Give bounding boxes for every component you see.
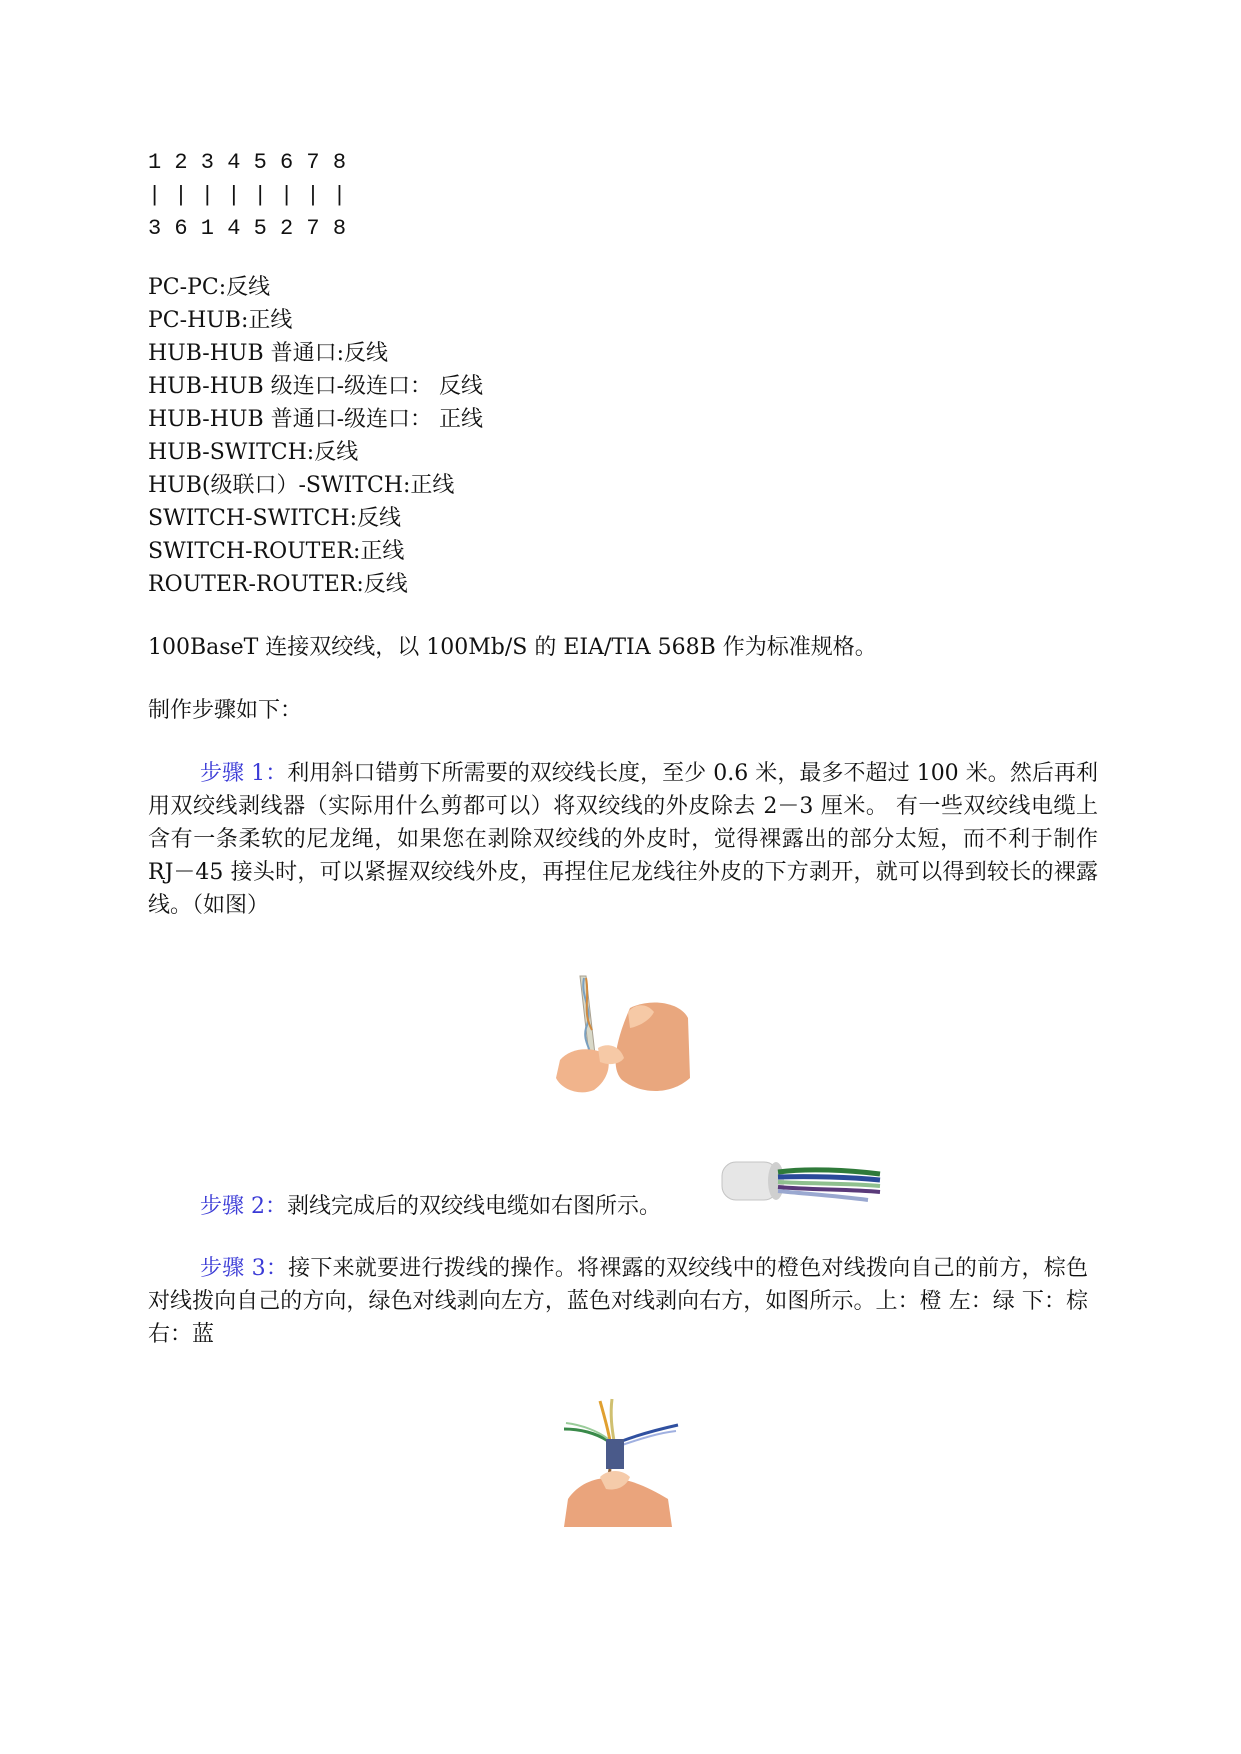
document-body	[148, 146, 1098, 922]
connection-item: HUB-SWITCH:反线	[148, 440, 359, 465]
connection-item: HUB-HUB 普通口-级连口： 正线	[148, 407, 484, 432]
step1-paragraph	[148, 757, 1098, 922]
pin-map-top: 1 2 3 4 5 6 7 8	[148, 150, 347, 175]
pin-map-bottom: 3 6 1 4 5 2 7 8	[148, 216, 347, 241]
steps-heading: 制作步骤如下：	[148, 698, 303, 723]
step3-text: 接下来就要进行拨线的操作。将裸露的双绞线中的橙色对线拨向自己的前方，棕色对线拨向自己的方向，绿色对线剥向左方，蓝色对线剥向右方，如图所示。上：橙 左：绿 下：棕 右：蓝	[148, 1256, 1088, 1347]
step3-paragraph	[148, 1252, 1088, 1351]
pin-map-bars: | | | | | | | |	[148, 183, 347, 208]
step1-text: 利用斜口错剪下所需要的双绞线长度，至少 0.6 米，最多不超过 100 米。然后再利用双绞线剥线器（实际用什么剪都可以）将双绞线的外皮除去 2－3 厘米。 有一些双绞线电缆上含有一条柔软的尼龙绳，如果您在剥除双绞线的外皮时，觉得裸露出的部分太短，而不利于制作 RJ－45 接头时，可以紧握双绞线外皮，再捏住尼龙线往外皮的下方剥开，就可以得到较长的裸露线。（如图）	[148, 761, 1098, 918]
wire-separation-photo	[560, 1395, 682, 1527]
intro-paragraph: 100BaseT 连接双绞线，以 100Mb/S 的 EIA/TIA 568B 作为标准规格。	[148, 635, 877, 660]
step1-label: 步骤 1：	[200, 761, 288, 786]
connection-item: HUB(级联口）-SWITCH:正线	[148, 473, 455, 498]
connection-item: SWITCH-SWITCH:反线	[148, 506, 401, 531]
connection-item: HUB-HUB 级连口-级连口： 反线	[148, 374, 484, 399]
step3-label: 步骤 3：	[200, 1256, 289, 1281]
stripping-cable-photo	[550, 968, 690, 1098]
connection-item: HUB-HUB 普通口:反线	[148, 341, 389, 366]
stripped-cable-photo	[718, 1150, 884, 1210]
connection-item: PC-HUB:正线	[148, 308, 293, 333]
step2-text: 剥线完成后的双绞线电缆如右图所示。	[287, 1194, 662, 1219]
connection-item: ROUTER-ROUTER:反线	[148, 572, 408, 597]
connection-item: SWITCH-ROUTER:正线	[148, 539, 405, 564]
connection-list	[148, 271, 1098, 601]
step2-label: 步骤 2：	[200, 1194, 287, 1219]
connection-item: PC-PC:反线	[148, 275, 271, 300]
step2-paragraph	[200, 1190, 661, 1223]
